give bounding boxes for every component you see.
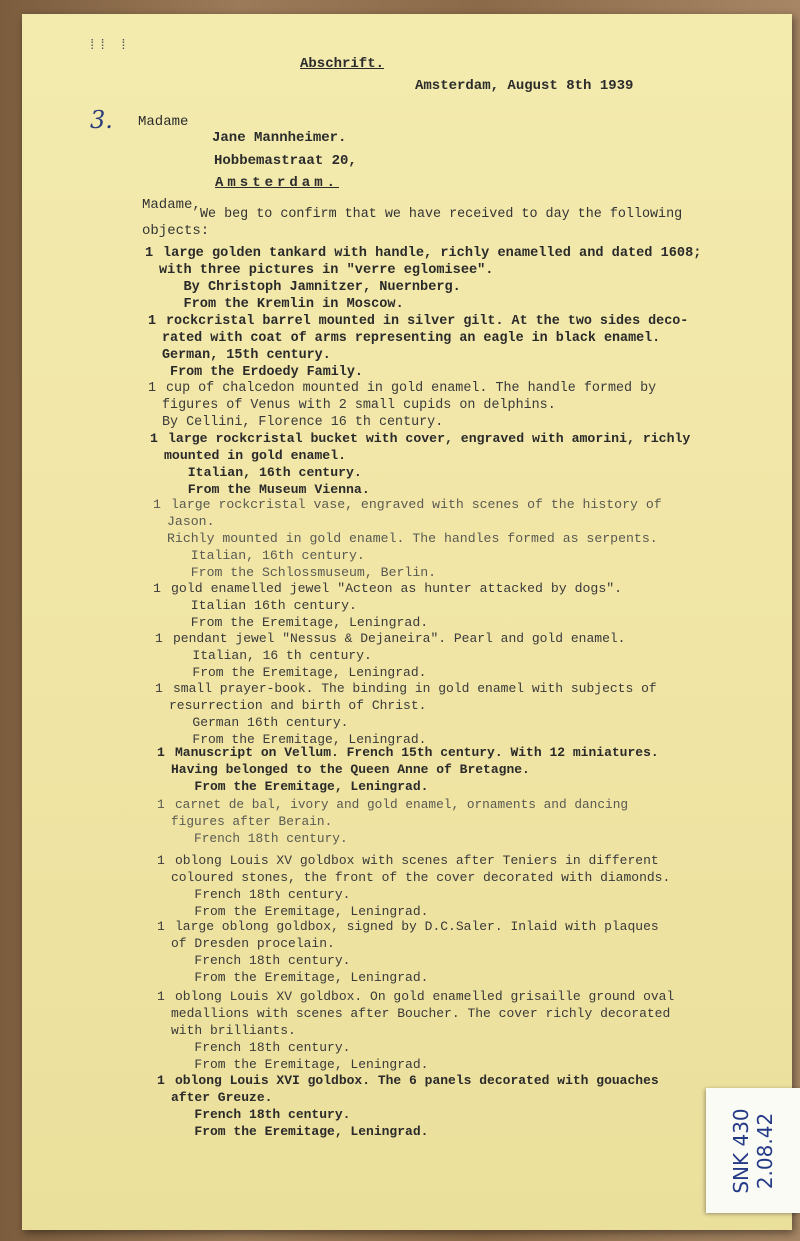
object-quantity: 1 (148, 381, 157, 396)
object-description-line: oblong Louis XV goldbox. On gold enamelled grisaille ground oval (175, 989, 675, 1004)
object-quantity: 1 (155, 681, 163, 696)
object-description-line: French 18th century. (171, 887, 351, 902)
archive-label (706, 1088, 800, 1213)
object-description-line: From the Eremitage, Leningrad. (169, 732, 427, 747)
object-description-line: large oblong goldbox, signed by D.C.Saler. Inlaid with plaques (175, 919, 659, 934)
object-description-line: Italian, 16th century. (164, 465, 362, 480)
object-description-line: French 18th century. (171, 831, 348, 846)
object-description-line: carnet de bal, ivory and gold enamel, ornaments and dancing (175, 797, 629, 812)
object-quantity: 1 (157, 1073, 165, 1088)
object-description-line: oblong Louis XVI goldbox. The 6 panels decorated with gouaches (175, 1073, 659, 1088)
object-description-line: From the Eremitage, Leningrad. (171, 779, 429, 794)
punch-hole-marks: ⁞⁞ ⁞ (88, 38, 130, 54)
object-description-line: small prayer-book. The binding in gold enamel with subjects of (173, 681, 657, 696)
object-description-line: From the Eremitage, Leningrad. (167, 615, 429, 630)
object-description-line: From the Eremitage, Leningrad. (171, 1124, 429, 1139)
recipient-name: Jane Mannheimer. (212, 130, 347, 146)
object-description-line: oblong Louis XV goldbox with scenes after Teniers in different (175, 853, 659, 868)
object-description-line: From the Kremlin in Moscow. (159, 297, 404, 312)
object-quantity: 1 (157, 797, 165, 812)
object-description-line: From the Erdoedy Family. (162, 365, 363, 380)
object-description-line: cup of chalcedon mounted in gold enamel. The handle formed by (166, 381, 657, 396)
object-description-line: French 18th century. (171, 953, 351, 968)
archive-label-text (729, 1108, 777, 1193)
object-description-line: From the Schlossmuseum, Berlin. (167, 565, 437, 580)
intro-line-1: We beg to confirm that we have received to day the following (200, 207, 683, 222)
object-description-line: From the Eremitage, Leningrad. (171, 970, 429, 985)
object-description-line: figures after Berain. (171, 814, 333, 829)
object-description-line: From the Eremitage, Leningrad. (171, 904, 429, 919)
object-quantity: 1 (153, 497, 161, 512)
object-description-line: resurrection and birth of Christ. (169, 698, 427, 713)
object-quantity: 1 (157, 853, 165, 868)
handwritten-number: 3. (90, 106, 113, 134)
object-description-line: Having belonged to the Queen Anne of Bretagne. (171, 762, 530, 777)
object-description-line: large golden tankard with handle, richly enamelled and dated 1608; (163, 246, 702, 261)
object-description-line: rated with coat of arms representing an eagle in black enamel. (162, 331, 661, 346)
object-description-line: By Christoph Jamnitzer, Nuernberg. (159, 280, 461, 295)
object-description-line: Richly mounted in gold enamel. The handles formed as serpents. (167, 531, 658, 546)
object-quantity: 1 (145, 246, 154, 261)
object-description-line: Manuscript on Vellum. French 15th century. With 12 miniatures. (175, 745, 659, 760)
recipient-city: Amsterdam. (215, 175, 340, 191)
recipient-salutation: Madame (138, 114, 189, 130)
letter-date: Amsterdam, August 8th 1939 (415, 78, 634, 94)
object-quantity: 1 (157, 745, 165, 760)
object-description-line: French 18th century. (171, 1040, 351, 1055)
archive-label-line-2: 2.08.42 (753, 1112, 777, 1189)
object-description-line: French 18th century. (171, 1107, 351, 1122)
object-description-line: large rockcristal vase, engraved with scenes of the history of (171, 497, 662, 512)
object-description-line: rockcristal barrel mounted in silver gilt. At the two sides deco- (166, 314, 689, 329)
object-quantity: 1 (157, 989, 165, 1004)
object-description-line: By Cellini, Florence 16 th century. (162, 415, 444, 430)
recipient-street: Hobbemastraat 20, (214, 153, 357, 169)
object-quantity: 1 (157, 919, 165, 934)
object-description-line: gold enamelled jewel "Acteon as hunter attacked by dogs". (171, 581, 623, 596)
object-description-line: mounted in gold enamel. (164, 448, 347, 463)
object-quantity: 1 (148, 314, 157, 329)
object-quantity: 1 (155, 631, 163, 646)
object-quantity: 1 (153, 581, 161, 596)
object-description-line: medallions with scenes after Boucher. The cover richly decorated (171, 1006, 671, 1021)
object-description-line: From the Eremitage, Leningrad. (169, 665, 427, 680)
object-description-line: German, 15th century. (162, 348, 331, 363)
object-description-line: From the Eremitage, Leningrad. (171, 1057, 429, 1072)
intro-line-2: objects: (142, 223, 210, 239)
object-description-line: with brilliants. (171, 1023, 296, 1038)
object-quantity: 1 (150, 431, 158, 446)
object-description-line: pendant jewel "Nessus & Dejaneira". Pearl and gold enamel. (173, 631, 626, 646)
object-description-line: figures of Venus with 2 small cupids on delphins. (162, 398, 556, 413)
object-description-line: Italian, 16 th century. (169, 648, 372, 663)
object-description-line: large rockcristal bucket with cover, engraved with amorini, richly (168, 431, 691, 446)
object-description-line: with three pictures in "verre eglomisee". (159, 263, 494, 278)
object-description-line: coloured stones, the front of the cover decorated with diamonds. (171, 870, 671, 885)
object-description-line: Italian 16th century. (167, 598, 357, 613)
object-description-line: Italian, 16th century. (167, 548, 365, 563)
object-description-line: From the Museum Vienna. (164, 482, 370, 497)
archive-label-line-1: SNK 430 (729, 1107, 753, 1194)
object-description-line: after Greuze. (171, 1090, 273, 1105)
greeting: Madame, (142, 197, 201, 213)
document-heading: Abschrift. (300, 56, 385, 72)
object-description-line: German 16th century. (169, 715, 349, 730)
object-description-line: Jason. (167, 514, 215, 529)
object-description-line: of Dresden procelain. (171, 936, 335, 951)
